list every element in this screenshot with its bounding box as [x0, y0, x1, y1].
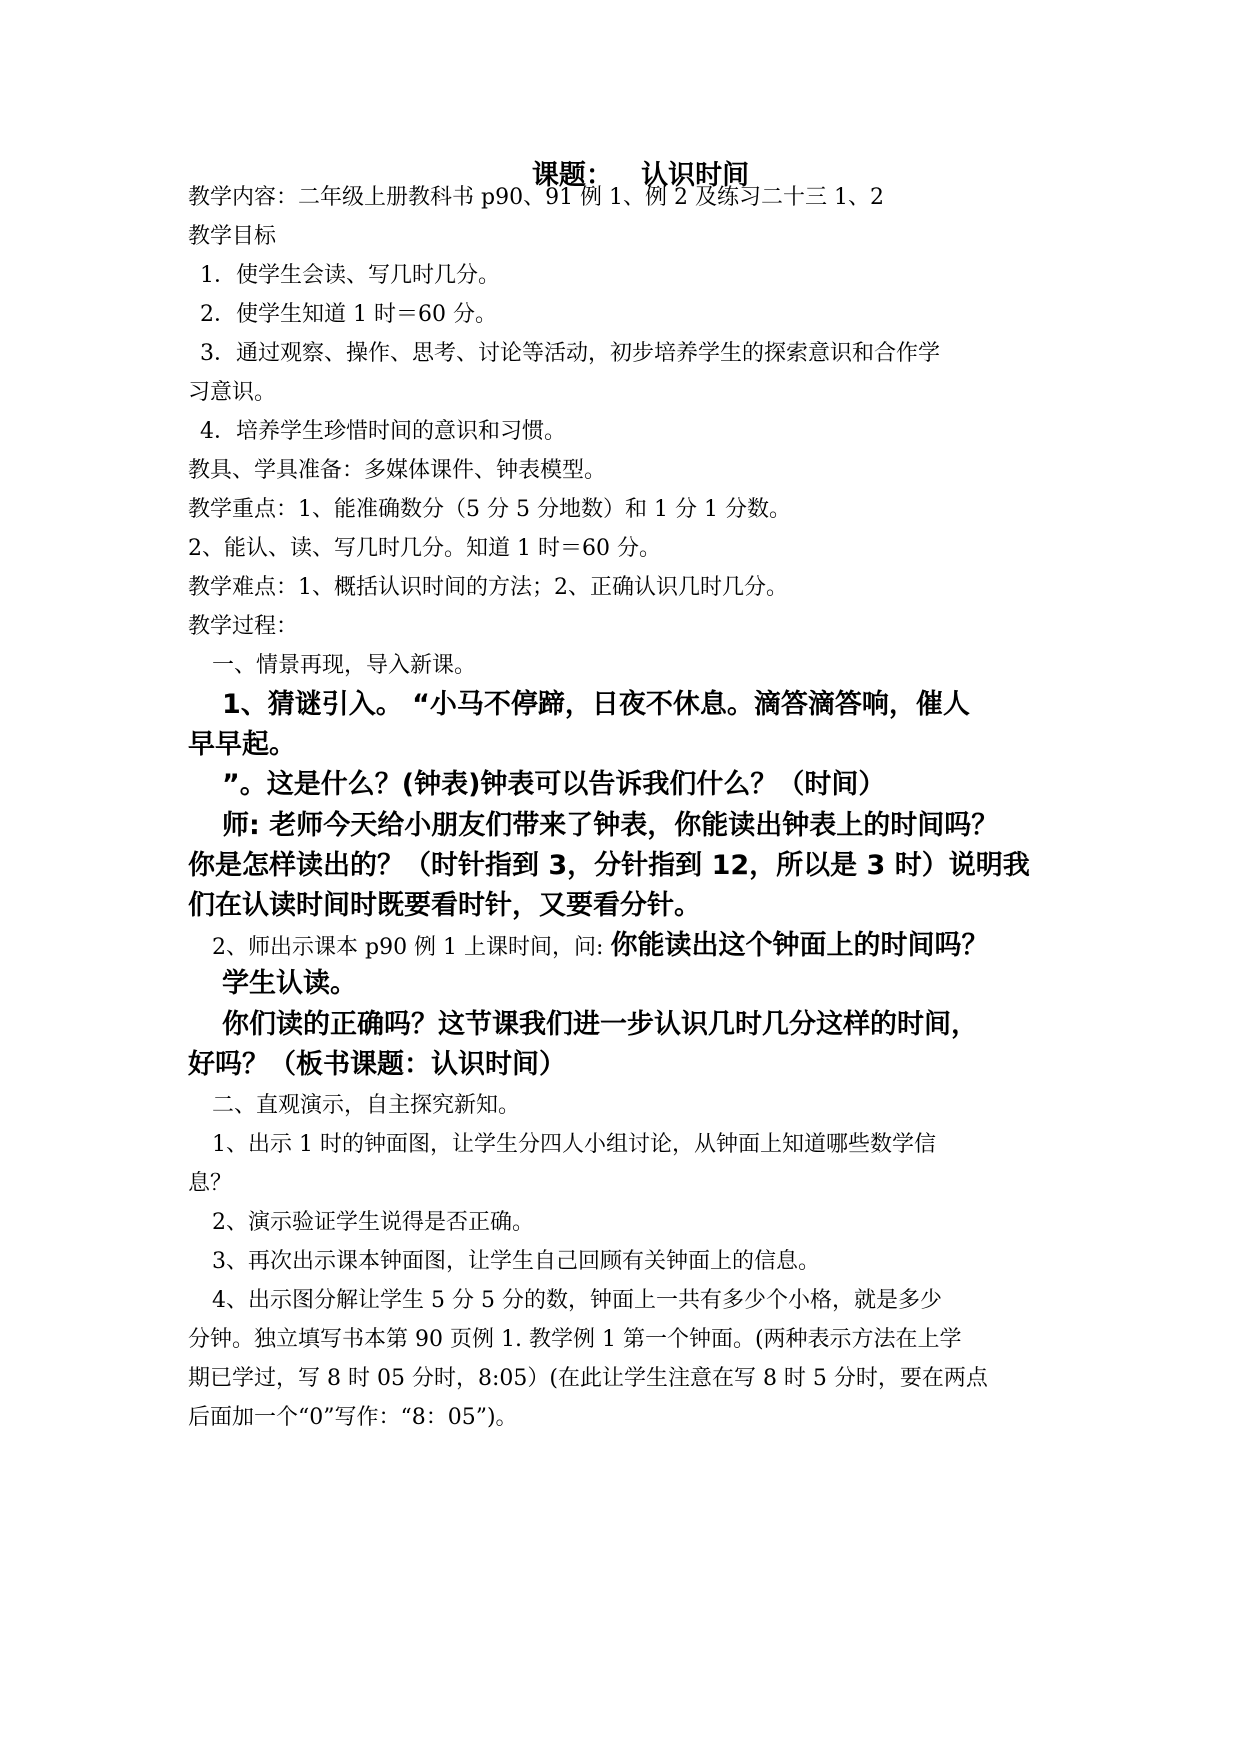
step-4-line: 4、出示图分解让学生 5 分 5 分的数，钟面上一共有多少个小格，就是多少: [212, 1288, 942, 1313]
correct-question-line-2: 好吗？（板书课题：认识时间）: [188, 1049, 566, 1080]
section-2-heading: 二、直观演示，自主探究新知。: [212, 1093, 521, 1118]
step-1-line: 1、出示 1 时的钟面图，让学生分四人小组讨论，从钟面上知道哪些数学信: [212, 1132, 936, 1157]
goal-2: 2．使学生知道 1 时＝60 分。: [200, 302, 497, 327]
example-1-line: [212, 928, 1082, 966]
goal-3-continued: 习意识。: [188, 380, 277, 405]
example-1-normal-text: 2、师出示课本 p90 例 1 上课时间，问:: [212, 935, 611, 960]
page-title: 课题： 认识时间: [531, 160, 750, 191]
correct-question-line-1: 你们读的正确吗？这节课我们进一步认识几时几分这样的时间，: [222, 1009, 978, 1040]
riddle-line-2: 早早起。: [188, 729, 296, 760]
step-4-continued-2: 期已学过，写 8 时 05 分时，8:05）(在此让学生注意在写 8 时 5 分时，要在两点: [188, 1366, 988, 1391]
goal-1: 1．使学生会读、写几时几分。: [200, 263, 500, 288]
materials-line: 教具、学具准备：多媒体课件、钟表模型。: [188, 458, 607, 483]
goal-3: 3．通过观察、操作、思考、讨论等活动，初步培养学生的探索意识和合作学: [200, 341, 940, 366]
riddle-line-1: 1、猜谜引入。 “小马不停蹄，日夜不休息。滴答滴答响，催人: [222, 689, 970, 720]
difficulties-line: 教学难点：1、概括认识时间的方法；2、正确认识几时几分。: [188, 575, 788, 600]
riddle-line-3: ”。这是什么？(钟表)钟表可以告诉我们什么？（时间）: [222, 769, 886, 800]
step-1-continued: 息？: [188, 1171, 233, 1196]
teacher-line-3: 们在认读时间时既要看时针，又要看分针。: [188, 890, 701, 921]
teacher-line-2: 你是怎样读出的？（时针指到 3，分针指到 12，所以是 3 时）说明我: [188, 850, 1030, 881]
section-1-heading: 一、情景再现，导入新课。: [212, 653, 477, 678]
teaching-goals-heading: 教学目标: [188, 224, 277, 249]
teacher-line-1: 师: 老师今天给小朋友们带来了钟表，你能读出钟表上的时间吗？: [222, 810, 999, 841]
step-3-line: 3、再次出示课本钟面图，让学生自己回顾有关钟面上的信息。: [212, 1249, 820, 1274]
goal-4: 4．培养学生珍惜时间的意识和习惯。: [200, 419, 566, 444]
students-read-line: 学生认读。: [222, 968, 357, 999]
step-2-line: 2、演示验证学生说得是否正确。: [212, 1210, 534, 1235]
process-heading: 教学过程：: [188, 614, 299, 639]
key-points-line-2: 2、能认、读、写几时几分。知道 1 时＝60 分。: [188, 536, 661, 561]
key-points-line: 教学重点：1、能准确数分（5 分 5 分地数）和 1 分 1 分数。: [188, 497, 791, 522]
step-4-continued-3: 后面加一个“0”写作：“8：05”)。: [188, 1405, 518, 1430]
teaching-content-line: 教学内容：二年级上册教科书 p90、91 例 1、例 2 及练习二十三 1、2: [188, 185, 885, 210]
step-4-continued-1: 分钟。独立填写书本第 90 页例 1. 教学例 1 第一个钟面。(两种表示方法在上学: [188, 1327, 962, 1352]
example-1-bold-text: 你能读出这个钟面上的时间吗？: [610, 930, 989, 961]
